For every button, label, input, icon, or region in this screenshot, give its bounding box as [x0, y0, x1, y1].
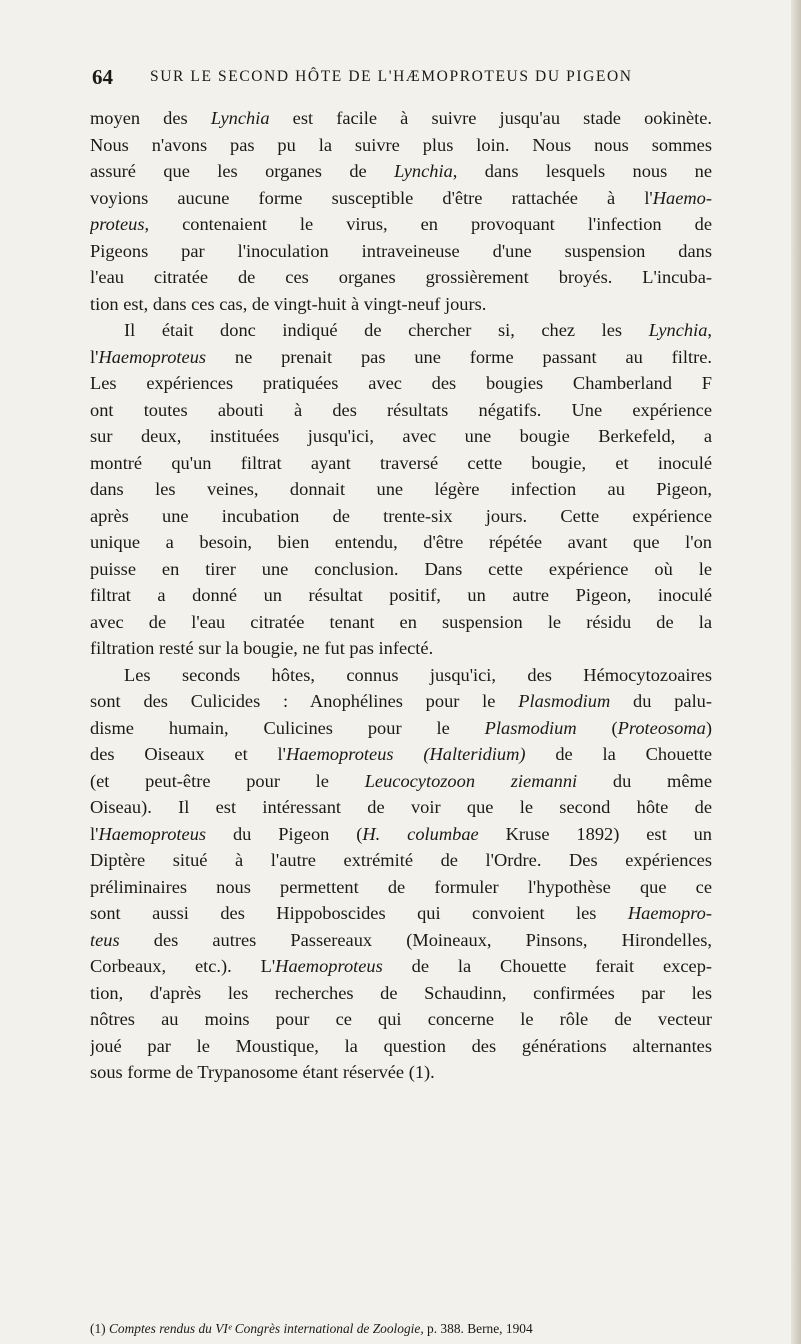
- text-line: [90, 927, 712, 954]
- text-line: [90, 264, 712, 291]
- text-run: des Oiseaux et l': [90, 744, 286, 764]
- italic-term: proteus: [90, 214, 145, 234]
- text-run: sont aussi des Hippoboscides qui convoient les: [90, 903, 628, 923]
- text-line: [90, 953, 712, 980]
- text-line: [90, 370, 712, 397]
- text-line: [90, 874, 712, 901]
- italic-term: Lynchia: [210, 108, 270, 128]
- text-line: [90, 185, 712, 212]
- text-run: du même: [577, 770, 712, 791]
- text-run: l'eau citratée de ces organes grossièrement broyés. L'incuba-: [90, 267, 712, 287]
- text-run: ont toutes abouti à des résultats négatifs. Une expérience: [90, 399, 712, 420]
- text-run: après une incubation de trente-six jours. Cette expérience: [90, 505, 712, 526]
- text-run: est facile à suivre jusqu'au stade ookinète.: [269, 108, 712, 128]
- text-run: tion est, dans ces cas, de vingt-huit à vingt-neuf jours.: [90, 293, 487, 314]
- italic-term: Lynchia: [648, 320, 708, 340]
- footnote: [90, 1320, 730, 1338]
- text-run: l': [90, 823, 99, 844]
- text-run: Corbeaux, etc.). L': [90, 956, 276, 976]
- text-run: Les seconds hôtes, connus jusqu'ici, des Hémocytozoaires: [124, 664, 712, 685]
- text-line: [90, 715, 712, 742]
- text-line: [90, 900, 712, 927]
- text-line: [90, 238, 712, 265]
- text-run: préliminaires nous permettent de formuler l'hypothèse que ce: [90, 876, 712, 897]
- text-line: [90, 503, 712, 530]
- italic-term: Haemo-: [652, 187, 712, 208]
- paragraph-2: [90, 317, 712, 662]
- text-line: [90, 423, 712, 450]
- italic-term: Haemoproteus: [98, 823, 207, 844]
- text-run: Diptère situé à l'autre extrémité de l'Ordre. Des expériences: [90, 850, 712, 870]
- text-run: sur deux, instituées jusqu'ici, avec une bougie Berkefeld, a: [90, 426, 712, 446]
- italic-term: Haemoproteus: [275, 956, 383, 976]
- text-run: puisse en tirer une conclusion. Dans cette expérience où le: [90, 558, 712, 579]
- text-run: avec de l'eau citratée tenant en suspension le résidu de la: [90, 611, 712, 632]
- text-line: [90, 582, 712, 609]
- text-run: sous forme de Trypanosome étant réservée (1).: [90, 1062, 435, 1082]
- text-line: [90, 317, 712, 344]
- text-run: nôtres au moins pour ce qui concerne le rôle de vecteur: [90, 1009, 712, 1029]
- text-run: assuré que les organes de: [90, 161, 395, 181]
- text-run: de la Chouette ferait excep-: [382, 956, 712, 976]
- text-line: [90, 397, 712, 424]
- text-run: du Pigeon (: [206, 823, 363, 844]
- italic-term: Haemoproteus (Halteridium): [285, 744, 526, 764]
- text-run: tion, d'après les recherches de Schaudinn, confirmées par les: [90, 982, 712, 1003]
- text-run: , dans lesquels nous ne: [452, 161, 712, 181]
- footnote-reference: Comptes rendus du VIᵉ Congrès international de Zoologie,: [105, 1321, 424, 1336]
- text-line: [90, 556, 712, 583]
- text-line: [90, 662, 712, 689]
- text-line: [90, 794, 712, 821]
- text-line: [90, 768, 712, 795]
- text-run: (: [576, 717, 618, 738]
- italic-term: Haemoproteus: [98, 346, 207, 367]
- text-line: [90, 476, 712, 503]
- text-run: Kruse 1892) est un: [478, 823, 712, 844]
- text-run: Les expériences pratiquées avec des bougies Chamberland F: [90, 373, 712, 393]
- text-line: [90, 344, 712, 371]
- italic-term: Haemopro-: [627, 903, 712, 923]
- text-run: (et peut-être pour le: [90, 770, 365, 791]
- text-line: [90, 1059, 712, 1086]
- text-run: Pigeons par l'inoculation intraveineuse d'une suspension dans: [90, 240, 712, 261]
- footnote-mark: (1): [90, 1321, 106, 1336]
- paragraph-1: [90, 105, 712, 317]
- page-edge: [791, 0, 801, 1344]
- running-head: [92, 62, 732, 92]
- text-line: [90, 132, 712, 159]
- italic-term: teus: [90, 929, 120, 950]
- text-run: ne prenait pas une forme passant au filtre.: [206, 346, 712, 367]
- text-run: , contenaient le virus, en provoquant l'infection de: [144, 214, 712, 234]
- text-line: [90, 688, 712, 715]
- italic-term: Proteosoma: [617, 717, 706, 738]
- text-run: Il était donc indiqué de chercher si, chez les: [124, 320, 649, 340]
- text-line: [90, 609, 712, 636]
- text-line: [90, 450, 712, 477]
- running-title: SUR LE SECOND HÔTE DE L'HÆMOPROTEUS DU PIGEON: [150, 68, 633, 85]
- text-line: [90, 847, 712, 874]
- italic-term: Leucocytozoon ziemanni: [364, 770, 578, 791]
- text-run: de la Chouette: [525, 744, 712, 764]
- text-run: Nous n'avons pas pu la suivre plus loin. Nous nous sommes: [90, 134, 712, 155]
- italic-term: H. columbae: [362, 823, 479, 844]
- paragraph-3: [90, 662, 712, 1086]
- text-run: ): [705, 717, 712, 738]
- text-run: l': [90, 346, 99, 367]
- text-run: des autres Passereaux (Moineaux, Pinsons, Hirondelles,: [119, 929, 712, 950]
- page-number: 64: [92, 65, 113, 89]
- text-line: [90, 105, 712, 132]
- text-run: moyen des: [90, 108, 211, 128]
- text-run: unique a besoin, bien entendu, d'être répétée avant que l'on: [90, 532, 712, 552]
- text-line: [90, 1006, 712, 1033]
- text-run: sont des Culicides : Anophélines pour le: [90, 691, 519, 711]
- body-text: [90, 105, 712, 1086]
- text-line: [90, 1033, 712, 1060]
- text-run: filtrat a donné un résultat positif, un autre Pigeon, inoculé: [90, 585, 712, 605]
- text-run: ,: [707, 320, 712, 340]
- text-run: joué par le Moustique, la question des générations alternantes: [90, 1035, 712, 1056]
- text-line: [90, 158, 712, 185]
- text-line: [90, 291, 712, 318]
- text-line: [90, 821, 712, 848]
- text-run: disme humain, Culicines pour le: [90, 717, 485, 738]
- text-run: Oiseau). Il est intéressant de voir que le second hôte de: [90, 797, 712, 817]
- text-run: dans les veines, donnait une légère infection au Pigeon,: [90, 479, 712, 499]
- text-run: filtration resté sur la bougie, ne fut pas infecté.: [90, 638, 434, 658]
- italic-term: Plasmodium: [518, 691, 611, 711]
- italic-term: Lynchia: [394, 161, 453, 181]
- text-line: [90, 529, 712, 556]
- text-line: [90, 741, 712, 768]
- text-run: montré qu'un filtrat ayant traversé cette bougie, et inoculé: [90, 452, 712, 473]
- text-run: voyions aucune forme susceptible d'être rattachée à l': [90, 187, 653, 208]
- text-line: [90, 635, 712, 662]
- text-line: [90, 980, 712, 1007]
- text-line: [90, 211, 712, 238]
- italic-term: Plasmodium: [484, 717, 577, 738]
- text-run: du palu-: [610, 691, 712, 711]
- footnote-publication: p. 388. Berne, 1904: [423, 1321, 533, 1336]
